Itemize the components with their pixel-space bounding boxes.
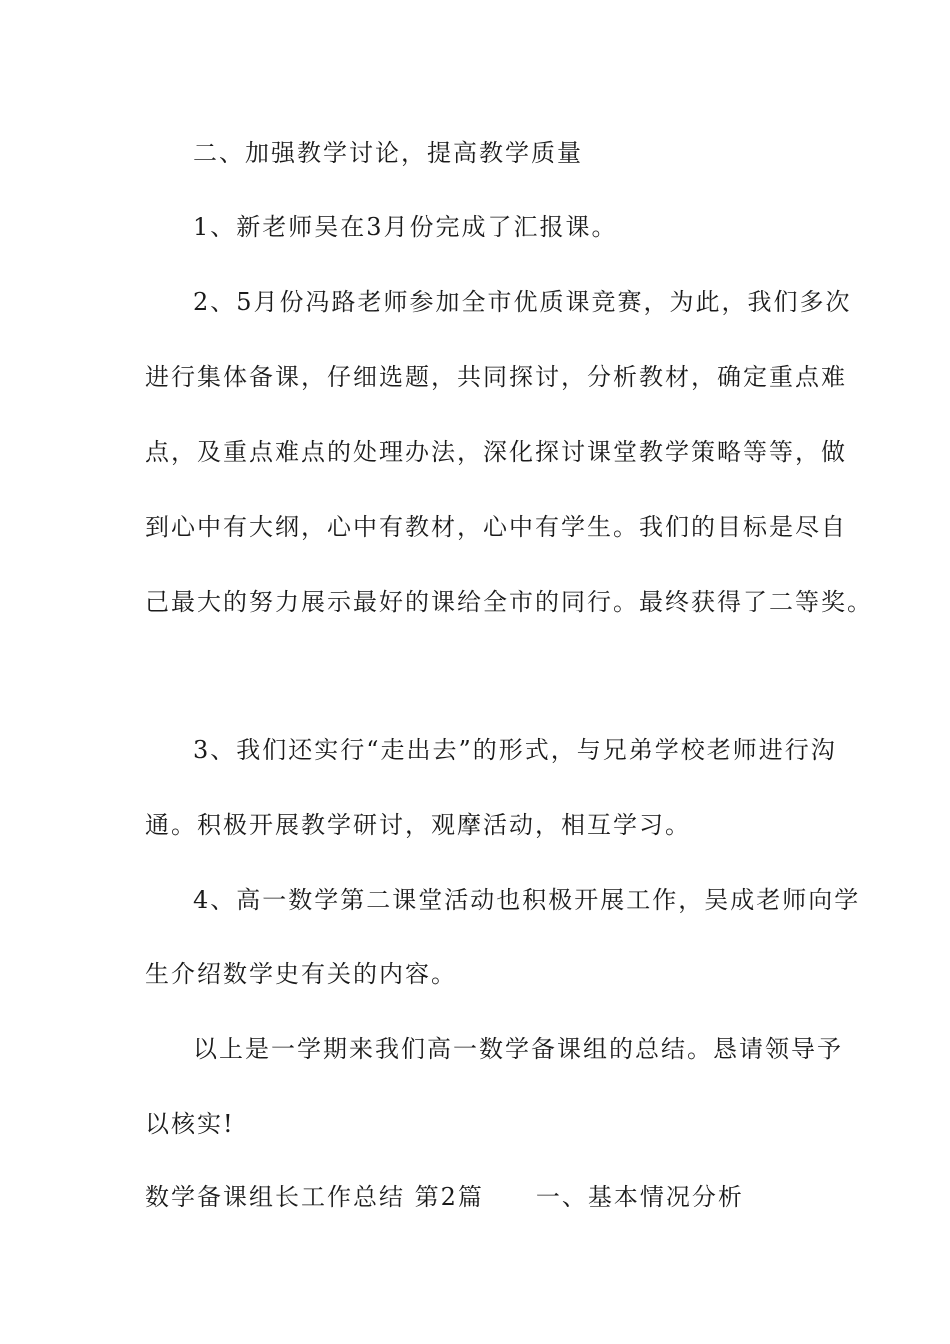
paragraph-line: 3、我们还实行“走出去”的形式，与兄弟学校老师进行沟 xyxy=(193,736,837,764)
paragraph-line: 点，及重点难点的处理办法，深化探讨课堂教学策略等等，做 xyxy=(145,438,847,466)
paragraph-line: 生介绍数学史有关的内容。 xyxy=(145,960,457,988)
paragraph-line: 1、新老师吴在3月份完成了汇报课。 xyxy=(193,213,618,241)
paragraph-line: 以上是一学期来我们高一数学备课组的总结。恳请领导予 xyxy=(193,1035,843,1063)
paragraph-line: 以核实! xyxy=(145,1110,235,1138)
paragraph-line: 通。积极开展教学研讨，观摩活动，相互学习。 xyxy=(145,811,691,839)
paragraph-line: 2、5月份冯路老师参加全市优质课竞赛，为此，我们多次 xyxy=(193,288,852,316)
paragraph-line: 己最大的努力展示最好的课给全市的同行。最终获得了二等奖。 xyxy=(145,588,873,616)
article-section-title: 一、基本情况分析 xyxy=(535,1183,744,1211)
section-heading: 二、加强教学讨论，提高教学质量 xyxy=(193,139,583,167)
next-article-heading xyxy=(145,1182,744,1212)
paragraph-line: 4、高一数学第二课堂活动也积极开展工作，吴成老师向学 xyxy=(193,886,861,914)
article-title: 数学备课组长工作总结 第2篇 xyxy=(145,1183,484,1211)
paragraph-line: 进行集体备课，仔细选题，共同探讨，分析教材，确定重点难 xyxy=(145,363,847,391)
paragraph-line: 到心中有大纲，心中有教材，心中有学生。我们的目标是尽自 xyxy=(145,513,847,541)
